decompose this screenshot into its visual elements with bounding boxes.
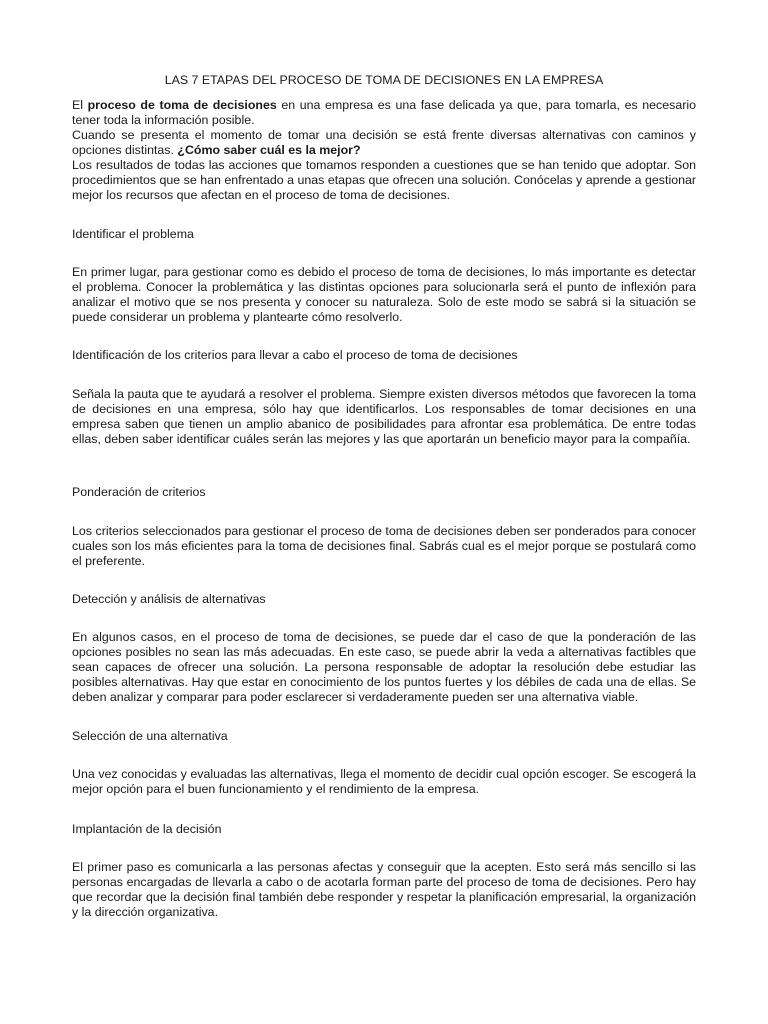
section-heading-1: Identificar el problema: [72, 227, 194, 241]
intro-p1-bold: proceso de toma de decisiones: [87, 98, 277, 112]
intro-p1-prefix: El: [72, 98, 88, 112]
intro-p2-text: Cuando se presenta el momento de tomar una decisión se está frente diversas alternativas con caminos y opciones distintas.: [72, 128, 696, 157]
intro: [72, 98, 696, 203]
document-title: LAS 7 ETAPAS DEL PROCESO DE TOMA DE DECISIONES EN LA EMPRESA: [164, 73, 604, 87]
section-body-4: En algunos casos, en el proceso de toma de decisiones, se puede dar el caso de que la ponderación de las opciones posibles no sean las más adecuadas. En este caso, se puede abrir la veda a alternativas factibles que sean capaces de ofrecer una solución. La persona responsable de adoptar la resolución debe estudiar las posibles alternativas. Hay que estar en conocimiento de los puntos fuertes y los débiles de cada una de ellas. Se deben analizar y comparar para poder esclarecer si verdaderamente pueden ser una alternativa viable.: [72, 630, 696, 704]
section-heading-6: Implantación de la decisión: [72, 822, 222, 836]
section-body-2: Señala la pauta que te ayudará a resolver el problema. Siempre existen diversos métodos que favorecen la toma de decisiones en una empresa, sólo hay que identificarlos. Los responsables de tomar decisiones en una empresa saben que tienen un amplio abanico de posibilidades para afrontar esa problemática. De entre todas ellas, deben saber identificar cuáles serán las mejores y las que aportarán un beneficio mayor para la compañía.: [72, 387, 696, 446]
intro-paragraph-2: [72, 128, 696, 158]
section-body-3: Los criterios seleccionados para gestionar el proceso de toma de decisiones deben ser ponderados para conocer cuales son los más eficientes para la toma de decisiones final. Sabrás cual es el mejor porque se postulará como el preferente.: [72, 524, 696, 568]
section-body-5: Una vez conocidas y evaluadas las alternativas, llega el momento de decidir cual opción escoger. Se escogerá la mejor opción para el buen funcionamiento y el rendimiento de la empresa.: [72, 767, 696, 796]
section-heading-3: Ponderación de criterios: [72, 485, 206, 499]
intro-paragraph-3: Los resultados de todas las acciones que tomamos responden a cuestiones que se han tenido que adoptar. Son procedimientos que se han enfrentado a unas etapas que ofrecen una solución. Conócelas y aprende a gestionar mejor los recursos que afectan en el proceso de toma de decisiones.: [72, 158, 696, 202]
section-heading-4: Detección y análisis de alternativas: [72, 592, 266, 606]
section-heading-2: Identificación de los criterios para llevar a cabo el proceso de toma de decisiones: [72, 348, 518, 362]
intro-p2-bold: ¿Cómo saber cuál es la mejor?: [177, 143, 361, 157]
section-body-6: El primer paso es comunicarla a las personas afectas y conseguir que la acepten. Esto será más sencillo si las personas encargadas de llevarla a cabo o de acotarla forman parte del proceso de toma de decisiones. Pero hay que recordar que la decisión final también debe responder y respetar la planificación empresarial, la organización y la dirección organizativa.: [72, 860, 696, 919]
section-body-1: En primer lugar, para gestionar como es debido el proceso de toma de decisiones, lo más importante es detectar el problema. Conocer la problemática y las distintas opciones para solucionarla será el punto de inflexión para analizar el motivo que se nos presenta y conocer su naturaleza. Solo de este modo se sabrá si la situación se puede considerar un problema y plantearte cómo resolverlo.: [72, 265, 696, 324]
intro-paragraph-1: [72, 98, 696, 128]
section-heading-5: Selección de una alternativa: [72, 729, 228, 743]
intro-p1-rest: en una empresa es una fase delicada ya que, para tomarla, es necesario tener toda la información posible.: [72, 98, 696, 127]
